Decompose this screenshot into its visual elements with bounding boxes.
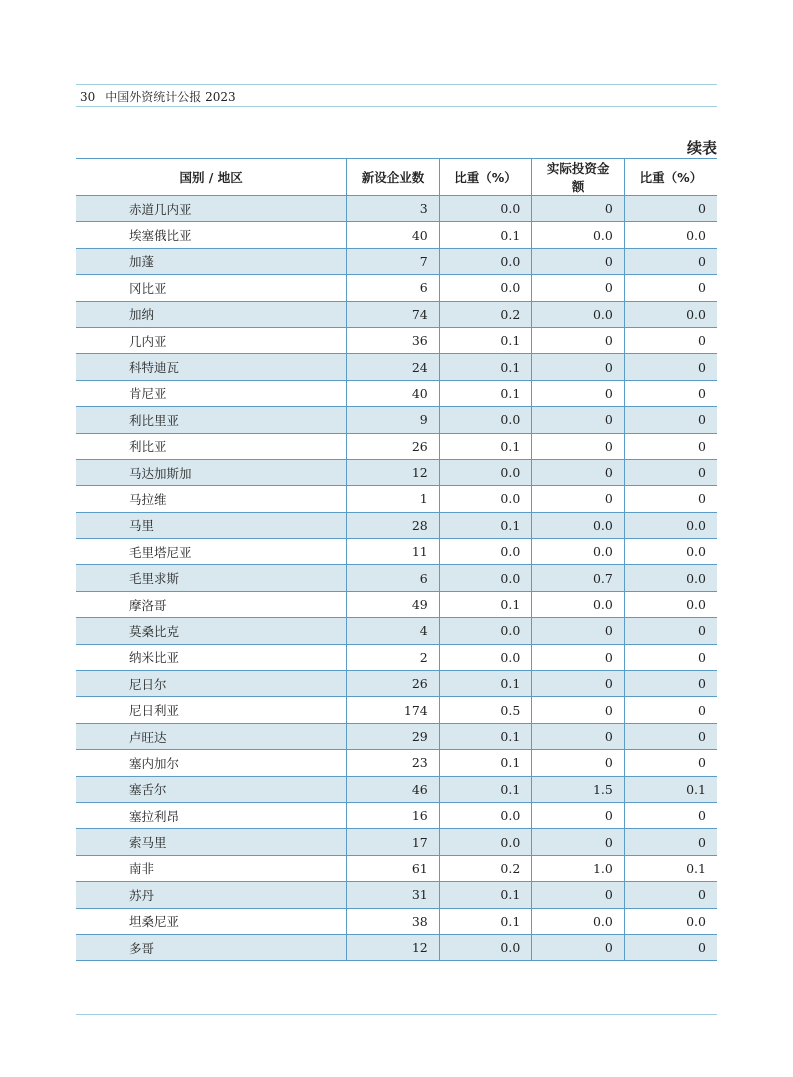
- value-cell: 0: [532, 934, 625, 960]
- value-cell: 0.0: [532, 512, 625, 538]
- value-cell: 0.1: [439, 882, 532, 908]
- value-cell: 0.1: [439, 908, 532, 934]
- table-row: [76, 248, 717, 274]
- value-cell: 0.1: [624, 776, 717, 802]
- value-cell: 0.1: [439, 776, 532, 802]
- country-cell: 塞拉利昂: [129, 808, 180, 824]
- table-row: [76, 618, 717, 644]
- table-row: [76, 565, 717, 591]
- publication-title: 中国外资统计公报 2023: [105, 90, 236, 104]
- value-cell: 0.0: [439, 486, 532, 512]
- value-cell: 0: [532, 802, 625, 828]
- country-cell: 肯尼亚: [129, 386, 167, 402]
- table-row: [76, 275, 717, 301]
- country-cell: 马拉维: [129, 491, 167, 507]
- page-number: 30: [80, 90, 96, 104]
- table-row: [76, 934, 717, 960]
- value-cell: 0.0: [624, 222, 717, 248]
- value-cell: 0.0: [532, 222, 625, 248]
- value-cell: 0.0: [532, 539, 625, 565]
- value-cell: 0.0: [439, 565, 532, 591]
- value-cell: 0.1: [439, 723, 532, 749]
- value-cell: 0.1: [439, 512, 532, 538]
- column-header: 比重（%）: [624, 159, 717, 196]
- country-cell: 加纳: [129, 307, 155, 323]
- value-cell: 12: [347, 459, 440, 485]
- value-cell: 0.1: [439, 433, 532, 459]
- value-cell: 6: [347, 275, 440, 301]
- country-cell: 坦桑尼亚: [129, 914, 180, 930]
- value-cell: 40: [347, 222, 440, 248]
- value-cell: 0.0: [532, 908, 625, 934]
- value-cell: 0: [532, 354, 625, 380]
- country-cell: 埃塞俄比亚: [129, 228, 192, 244]
- value-cell: 23: [347, 750, 440, 776]
- value-cell: 0: [624, 354, 717, 380]
- value-cell: 0.0: [439, 934, 532, 960]
- table-header-row: [76, 159, 717, 196]
- value-cell: 0: [532, 327, 625, 353]
- value-cell: 46: [347, 776, 440, 802]
- value-cell: 0.7: [532, 565, 625, 591]
- table-row: [76, 486, 717, 512]
- value-cell: 0: [624, 248, 717, 274]
- value-cell: 174: [347, 697, 440, 723]
- value-cell: 2: [347, 644, 440, 670]
- value-cell: 0: [532, 644, 625, 670]
- value-cell: 0: [532, 882, 625, 908]
- country-cell: 加蓬: [129, 254, 155, 270]
- value-cell: 4: [347, 618, 440, 644]
- value-cell: 38: [347, 908, 440, 934]
- country-cell: 毛里求斯: [129, 571, 180, 587]
- country-cell: 毛里塔尼亚: [129, 544, 192, 560]
- value-cell: 0: [532, 618, 625, 644]
- country-cell: 卢旺达: [129, 729, 167, 745]
- value-cell: 0.1: [439, 671, 532, 697]
- value-cell: 26: [347, 433, 440, 459]
- value-cell: 0.0: [439, 802, 532, 828]
- continued-label: 续表: [686, 139, 717, 157]
- value-cell: 7: [347, 248, 440, 274]
- header-bottom-rule: [76, 106, 717, 107]
- value-cell: 0: [624, 723, 717, 749]
- country-cell: 尼日利亚: [129, 703, 180, 719]
- value-cell: 0: [624, 459, 717, 485]
- value-cell: 0: [624, 196, 717, 222]
- country-cell: 冈比亚: [129, 280, 167, 296]
- value-cell: 40: [347, 380, 440, 406]
- value-cell: 0: [624, 618, 717, 644]
- country-cell: 科特迪瓦: [129, 360, 180, 376]
- column-header: 新设企业数: [347, 159, 440, 196]
- value-cell: 0: [532, 723, 625, 749]
- value-cell: 0: [532, 433, 625, 459]
- country-cell: 马达加斯加: [129, 465, 192, 481]
- country-cell: 塞舌尔: [129, 782, 167, 798]
- value-cell: 0: [624, 407, 717, 433]
- value-cell: 0.0: [624, 908, 717, 934]
- value-cell: 28: [347, 512, 440, 538]
- value-cell: 0: [532, 380, 625, 406]
- value-cell: 1.0: [532, 855, 625, 881]
- value-cell: 0: [532, 196, 625, 222]
- country-cell: 几内亚: [129, 333, 167, 349]
- value-cell: 12: [347, 934, 440, 960]
- country-cell: 南非: [129, 861, 155, 877]
- value-cell: 0: [624, 829, 717, 855]
- value-cell: 0.1: [439, 222, 532, 248]
- footer-rule: [76, 1014, 717, 1015]
- value-cell: 0.0: [439, 644, 532, 670]
- country-cell: 塞内加尔: [129, 755, 180, 771]
- value-cell: 0: [624, 275, 717, 301]
- column-header: 实际投资金额: [532, 159, 625, 196]
- value-cell: 0.0: [439, 196, 532, 222]
- country-cell: 摩洛哥: [129, 597, 167, 613]
- value-cell: 0.1: [439, 354, 532, 380]
- table-row: [76, 697, 717, 723]
- country-cell: 索马里: [129, 835, 167, 851]
- value-cell: 24: [347, 354, 440, 380]
- value-cell: 61: [347, 855, 440, 881]
- table-row: [76, 671, 717, 697]
- value-cell: 0: [532, 248, 625, 274]
- header-top-rule: [76, 84, 717, 85]
- table-row: [76, 407, 717, 433]
- value-cell: 0.0: [532, 591, 625, 617]
- table-row: [76, 539, 717, 565]
- value-cell: 0.0: [624, 512, 717, 538]
- table-row: [76, 380, 717, 406]
- value-cell: 0.5: [439, 697, 532, 723]
- value-cell: 0: [624, 433, 717, 459]
- value-cell: 0.1: [439, 380, 532, 406]
- value-cell: 0.0: [439, 459, 532, 485]
- value-cell: 0: [624, 671, 717, 697]
- table-row: [76, 327, 717, 353]
- value-cell: 0.0: [439, 248, 532, 274]
- country-cell: 纳米比亚: [129, 650, 180, 666]
- value-cell: 0: [624, 882, 717, 908]
- value-cell: 0.2: [439, 301, 532, 327]
- value-cell: 74: [347, 301, 440, 327]
- table-row: [76, 222, 717, 248]
- table-row: [76, 776, 717, 802]
- table-row: [76, 301, 717, 327]
- value-cell: 0: [532, 275, 625, 301]
- value-cell: 0.1: [624, 855, 717, 881]
- value-cell: 0.1: [439, 327, 532, 353]
- value-cell: 49: [347, 591, 440, 617]
- table-row: [76, 750, 717, 776]
- value-cell: 11: [347, 539, 440, 565]
- value-cell: 0: [532, 459, 625, 485]
- value-cell: 0.0: [624, 591, 717, 617]
- value-cell: 3: [347, 196, 440, 222]
- value-cell: 0: [624, 802, 717, 828]
- value-cell: 0: [624, 750, 717, 776]
- value-cell: 0: [624, 934, 717, 960]
- table-row: [76, 512, 717, 538]
- value-cell: 9: [347, 407, 440, 433]
- value-cell: 0.0: [439, 407, 532, 433]
- value-cell: 0: [624, 380, 717, 406]
- column-header: 比重（%）: [439, 159, 532, 196]
- country-cell: 莫桑比克: [129, 623, 180, 639]
- value-cell: 0: [624, 697, 717, 723]
- table-row: [76, 908, 717, 934]
- table-row: [76, 829, 717, 855]
- value-cell: 0: [532, 407, 625, 433]
- value-cell: 1.5: [532, 776, 625, 802]
- value-cell: 0: [532, 829, 625, 855]
- value-cell: 0.2: [439, 855, 532, 881]
- value-cell: 0.0: [439, 275, 532, 301]
- value-cell: 0: [624, 644, 717, 670]
- value-cell: 0: [532, 671, 625, 697]
- value-cell: 0.0: [624, 539, 717, 565]
- table-row: [76, 433, 717, 459]
- value-cell: 26: [347, 671, 440, 697]
- country-cell: 利比亚: [129, 439, 167, 455]
- table-row: [76, 802, 717, 828]
- column-header: 国别 / 地区: [179, 170, 243, 185]
- value-cell: 16: [347, 802, 440, 828]
- value-cell: 0.0: [439, 618, 532, 644]
- table-row: [76, 882, 717, 908]
- country-cell: 苏丹: [129, 887, 155, 903]
- value-cell: 31: [347, 882, 440, 908]
- value-cell: 36: [347, 327, 440, 353]
- value-cell: 0.0: [624, 301, 717, 327]
- value-cell: 0: [532, 750, 625, 776]
- value-cell: 0.0: [624, 565, 717, 591]
- value-cell: 0.0: [439, 829, 532, 855]
- value-cell: 0.1: [439, 750, 532, 776]
- table-row: [76, 354, 717, 380]
- value-cell: 6: [347, 565, 440, 591]
- value-cell: 1: [347, 486, 440, 512]
- table-row: [76, 723, 717, 749]
- country-cell: 马里: [129, 518, 155, 534]
- table-row: [76, 855, 717, 881]
- value-cell: 0: [532, 486, 625, 512]
- country-cell: 尼日尔: [129, 676, 167, 692]
- table-row: [76, 644, 717, 670]
- value-cell: 0: [624, 327, 717, 353]
- data-table: [76, 158, 717, 961]
- value-cell: 0.1: [439, 591, 532, 617]
- table-row: [76, 591, 717, 617]
- value-cell: 29: [347, 723, 440, 749]
- country-cell: 利比里亚: [129, 412, 180, 428]
- value-cell: 0: [532, 697, 625, 723]
- value-cell: 0.0: [532, 301, 625, 327]
- running-header: [80, 88, 246, 105]
- table-row: [76, 196, 717, 222]
- value-cell: 0.0: [439, 539, 532, 565]
- country-cell: 赤道几内亚: [129, 201, 192, 217]
- value-cell: 0: [624, 486, 717, 512]
- table-row: [76, 459, 717, 485]
- country-cell: 多哥: [129, 940, 155, 956]
- value-cell: 17: [347, 829, 440, 855]
